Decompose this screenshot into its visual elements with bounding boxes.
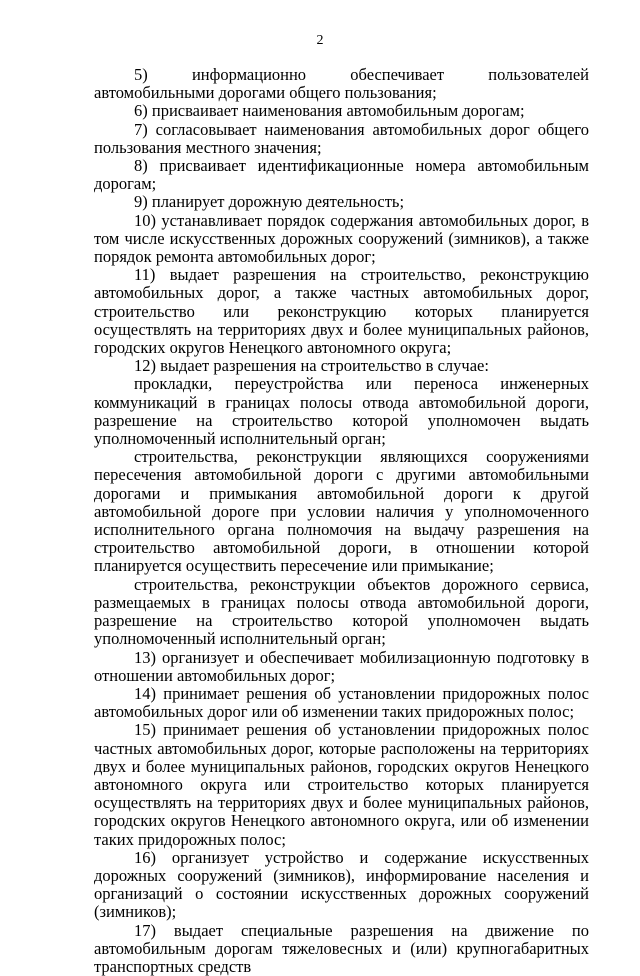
- list-item-9: 9) планирует дорожную деятельность;: [134, 192, 405, 212]
- list-item-16: 16) организует устройство и содержание искусственных дорожных сооружений (зимников), информирование населения и организаций о состоянии искусственных дорожных сооружений (зимников);: [94, 847, 589, 922]
- sub-item-road-intersections: строительства, реконструкции являющихся сооружениями пересечения автомобильной дороги с другими автомобильными дорогами и примыкания автомобильной дороги к другой автомобильной дороге при условии наличия у уполномоченного исполнительного органа полномочия на выдачу разрешения на строительство автомобильной дороги, в отношении которой планируется осуществить пересечение или примыкание;: [94, 447, 589, 576]
- list-item-8: 8) присваивает идентификационные номера автомобильным дорогам;: [94, 156, 589, 194]
- list-item-12: 12) выдает разрешения на строительство в случае:: [134, 356, 489, 376]
- list-item-17: 17) выдает специальные разрешения на движение по автомобильным дорогам тяжеловесных и (или) крупногабаритных транспортных средств: [94, 920, 589, 976]
- document-body: [94, 66, 589, 976]
- sub-item-engineering-communications: прокладки, переустройства или переноса инженерных коммуникаций в границах полосы отвода автомобильной дороги, разрешение на строительство которой уполномочен выдать уполномоченный исполнительный орган;: [94, 374, 589, 449]
- page-number: 2: [316, 33, 324, 48]
- list-item-7: 7) согласовывает наименования автомобильных дорог общего пользования местного значения;: [94, 119, 589, 157]
- list-item-6: 6) присваивает наименования автомобильным дорогам;: [134, 101, 525, 121]
- list-item-14: 14) принимает решения об установлении придорожных полос автомобильных дорог или об изменении таких придорожных полос;: [94, 683, 589, 722]
- sub-item-road-service-objects: строительства, реконструкции объектов дорожного сервиса, размещаемых в границах полосы отвода автомобильной дороги, разрешение на строительство которой уполномочен выдать уполномоченный исполнительный орган;: [94, 574, 589, 649]
- list-item-10: 10) устанавливает порядок содержания автомобильных дорог, в том числе искусственных дорожных сооружений (зимников), а также порядок ремонта автомобильных дорог;: [94, 210, 589, 267]
- list-item-13: 13) организует и обеспечивает мобилизационную подготовку в отношении автомобильных дорог;: [94, 647, 589, 685]
- list-item-5: 5) информационно обеспечивает пользователей автомобильными дорогами общего пользования;: [94, 65, 589, 103]
- list-item-15: 15) принимает решения об установлении придорожных полос частных автомобильных дорог, которые расположены на территориях двух и более муниципальных районов, городских округов Ненецкого автономного округа или строительство которых планируется осуществлять на территориях двух и более муниципальных районов, городских округов Ненецкого автономного округа, или об изменении таких придорожных полос;: [94, 720, 589, 849]
- list-item-11: 11) выдает разрешения на строительство, реконструкцию автомобильных дорог, а также частных автомобильных дорог, строительство или реконструкцию которых планируется осуществлять на территориях двух и более муниципальных районов, городских округов Ненецкого автономного округа;: [94, 265, 589, 358]
